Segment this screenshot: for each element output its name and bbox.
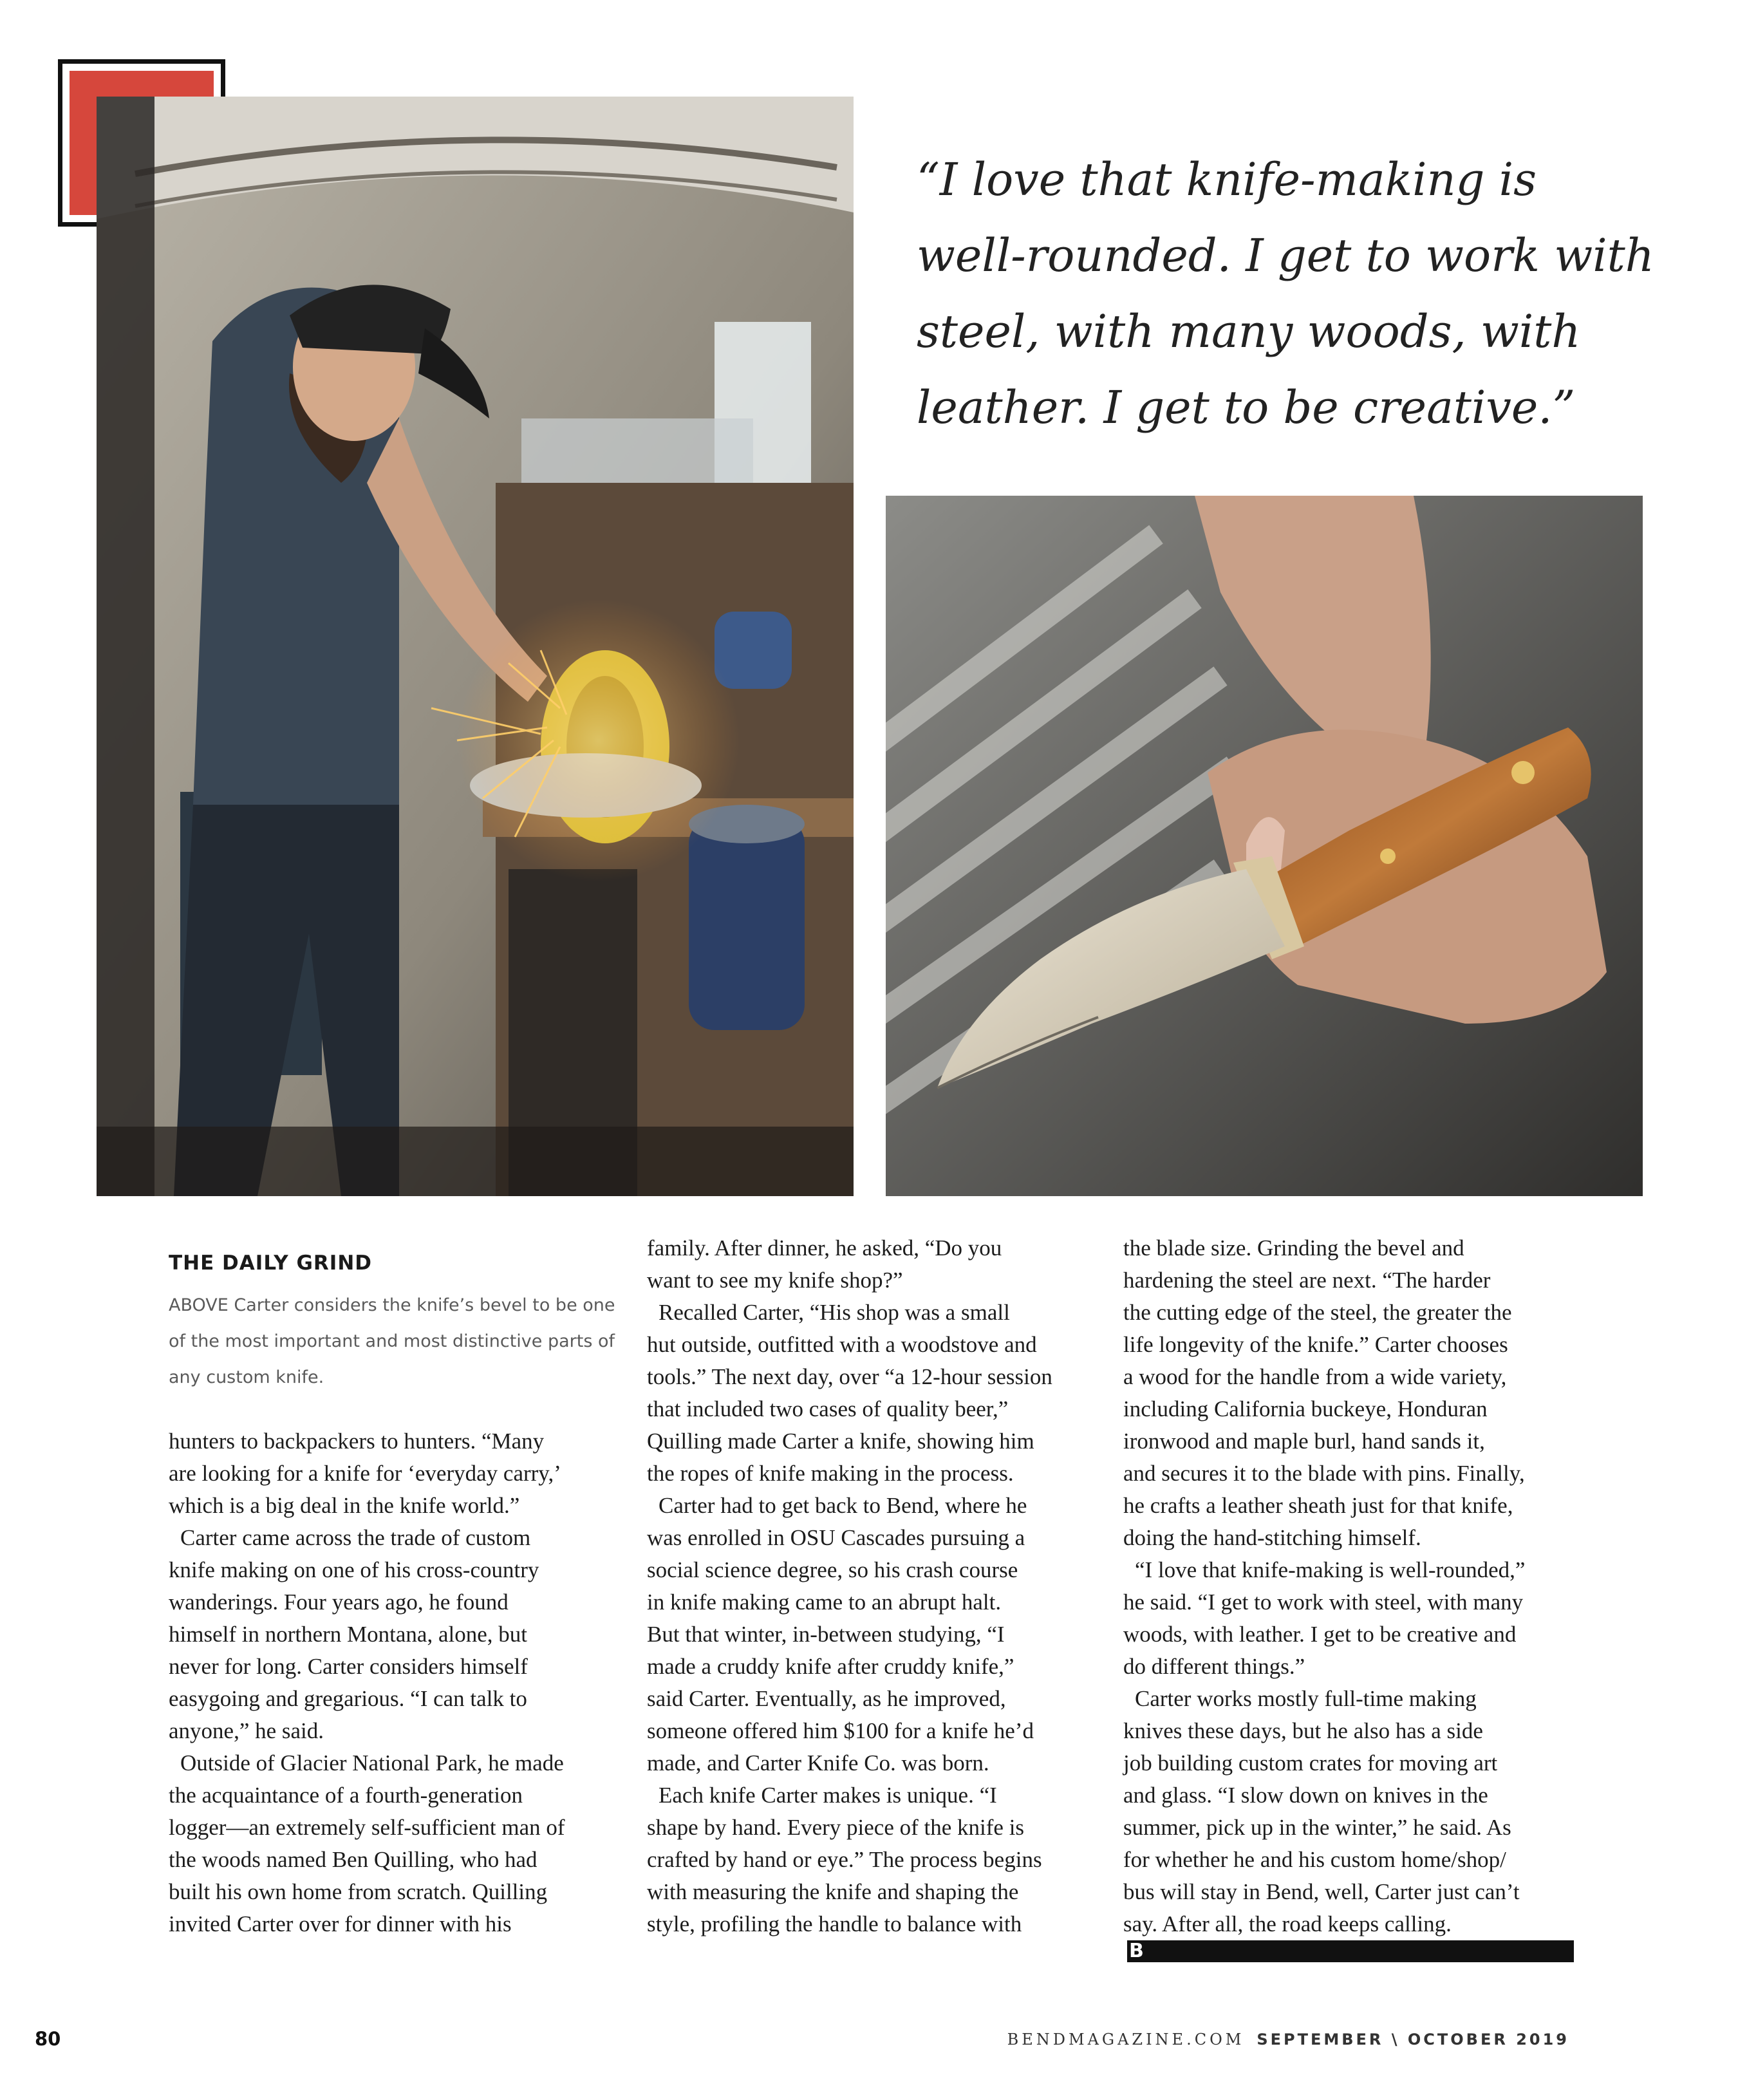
footer-issue-date: SEPTEMBER \ OCTOBER 2019 bbox=[1257, 2030, 1569, 2048]
body-line: Each knife Carter makes is unique. “I bbox=[659, 1783, 997, 1808]
article-column-1 bbox=[169, 1425, 619, 1940]
body-line: easygoing and gregarious. “I can talk to bbox=[169, 1686, 527, 1711]
caption-title: THE DAILY GRIND bbox=[169, 1252, 373, 1275]
body-line: the woods named Ben Quilling, who had bbox=[169, 1847, 537, 1872]
body-line: knife making on one of his cross-country bbox=[169, 1557, 539, 1582]
pull-quote-line: “I love that knife-making is bbox=[917, 153, 1537, 206]
body-line: and secures it to the blade with pins. Finally, bbox=[1123, 1461, 1525, 1486]
body-line: “I love that knife-making is well-rounded,” bbox=[1135, 1557, 1526, 1582]
page-number: 80 bbox=[35, 2028, 61, 2050]
body-line: shape by hand. Every piece of the knife is bbox=[647, 1815, 1025, 1840]
body-line: ironwood and maple burl, hand sands it, bbox=[1123, 1429, 1485, 1454]
body-line: a wood for the handle from a wide variety, bbox=[1123, 1364, 1507, 1389]
body-line: with measuring the knife and shaping the bbox=[647, 1879, 1019, 1904]
body-line: say. After all, the road keeps calling. bbox=[1123, 1911, 1452, 1936]
body-line: do different things.” bbox=[1123, 1654, 1305, 1679]
body-line: social science degree, so his crash course bbox=[647, 1557, 1018, 1582]
body-line: the ropes of knife making in the process. bbox=[647, 1461, 1014, 1486]
body-line: are looking for a knife for ‘everyday carry,’ bbox=[169, 1461, 561, 1486]
caption-line: of the most important and most distinctive parts of bbox=[169, 1331, 615, 1351]
end-mark-icon: B bbox=[1127, 1940, 1574, 1962]
body-line: hunters to backpackers to hunters. “Many bbox=[169, 1429, 545, 1454]
body-line: hut outside, outfitted with a woodstove and bbox=[647, 1332, 1037, 1357]
pull-quote bbox=[917, 142, 1663, 445]
body-line: himself in northern Montana, alone, but bbox=[169, 1622, 527, 1647]
body-line: someone offered him $100 for a knife he’d bbox=[647, 1718, 1034, 1743]
body-line: hardening the steel are next. “The harder bbox=[1123, 1268, 1491, 1293]
body-line: he crafts a leather sheath just for that knife, bbox=[1123, 1493, 1513, 1518]
body-line: But that winter, in-between studying, “I bbox=[647, 1622, 1005, 1647]
body-line: never for long. Carter considers himself bbox=[169, 1654, 528, 1679]
body-line: was enrolled in OSU Cascades pursuing a bbox=[647, 1525, 1025, 1550]
body-line: which is a big deal in the knife world.” bbox=[169, 1493, 520, 1518]
body-line: that included two cases of quality beer,” bbox=[647, 1396, 1009, 1421]
pull-quote-line: well-rounded. I get to work with bbox=[917, 229, 1654, 282]
body-line: tools.” The next day, over “a 12-hour session bbox=[647, 1364, 1052, 1389]
body-line: built his own home from scratch. Quilling bbox=[169, 1879, 548, 1904]
body-line: and glass. “I slow down on knives in the bbox=[1123, 1783, 1488, 1808]
article-column-3 bbox=[1123, 1232, 1574, 1962]
body-line: the blade size. Grinding the bevel and bbox=[1123, 1235, 1464, 1261]
caption-line: ABOVE Carter considers the knife’s bevel to be one bbox=[169, 1295, 615, 1315]
body-line: anyone,” he said. bbox=[169, 1718, 324, 1743]
body-line: Quilling made Carter a knife, showing him bbox=[647, 1429, 1034, 1454]
body-line: made a cruddy knife after cruddy knife,” bbox=[647, 1654, 1014, 1679]
body-line: including California buckeye, Honduran bbox=[1123, 1396, 1488, 1421]
pull-quote-line: leather. I get to be creative.” bbox=[917, 381, 1576, 434]
body-line: life longevity of the knife.” Carter chooses bbox=[1123, 1332, 1508, 1357]
knifemaker-grinding-photo bbox=[97, 97, 854, 1196]
body-line: the acquaintance of a fourth-generation bbox=[169, 1783, 523, 1808]
body-last-line bbox=[1123, 1908, 1574, 1962]
body-line: in knife making came to an abrupt halt. bbox=[647, 1589, 1002, 1615]
body-line: woods, with leather. I get to be creative and bbox=[1123, 1622, 1517, 1647]
body-line: said Carter. Eventually, as he improved, bbox=[647, 1686, 1006, 1711]
body-line: Recalled Carter, “His shop was a small bbox=[659, 1300, 1010, 1325]
workshop-illustration bbox=[97, 97, 854, 1196]
body-line: summer, pick up in the winter,” he said. As bbox=[1123, 1815, 1511, 1840]
caption-line: any custom knife. bbox=[169, 1367, 324, 1387]
body-line: wanderings. Four years ago, he found bbox=[169, 1589, 509, 1615]
body-line: invited Carter over for dinner with his bbox=[169, 1911, 512, 1936]
body-line: Carter came across the trade of custom bbox=[180, 1525, 531, 1550]
body-line: knives these days, but he also has a side bbox=[1123, 1718, 1483, 1743]
article-column-2 bbox=[647, 1232, 1098, 1940]
body-line: bus will stay in Bend, well, Carter just can’t bbox=[1123, 1879, 1520, 1904]
knife-in-hand-photo bbox=[886, 496, 1643, 1196]
footer-site: BENDMAGAZINE.COM bbox=[1007, 2030, 1245, 2048]
body-line: want to see my knife shop?” bbox=[647, 1268, 903, 1293]
body-line: made, and Carter Knife Co. was born. bbox=[647, 1750, 989, 1776]
body-line: for whether he and his custom home/shop/ bbox=[1123, 1847, 1506, 1872]
knife-illustration bbox=[886, 496, 1643, 1196]
body-line: job building custom crates for moving art bbox=[1123, 1750, 1498, 1776]
body-line: Carter works mostly full-time making bbox=[1135, 1686, 1477, 1711]
body-line: doing the hand-stitching himself. bbox=[1123, 1525, 1421, 1550]
body-line: he said. “I get to work with steel, with many bbox=[1123, 1589, 1524, 1615]
caption-body bbox=[169, 1288, 632, 1396]
pull-quote-line: steel, with many woods, with bbox=[917, 305, 1581, 358]
body-line: Carter had to get back to Bend, where he bbox=[659, 1493, 1027, 1518]
footer-folio bbox=[1007, 2030, 1569, 2049]
body-line: Outside of Glacier National Park, he made bbox=[180, 1750, 564, 1776]
body-line: style, profiling the handle to balance with bbox=[647, 1911, 1022, 1936]
body-line: the cutting edge of the steel, the greater the bbox=[1123, 1300, 1512, 1325]
body-line: family. After dinner, he asked, “Do you bbox=[647, 1235, 1002, 1261]
body-line: logger—an extremely self-sufficient man of bbox=[169, 1815, 565, 1840]
body-line: crafted by hand or eye.” The process begins bbox=[647, 1847, 1042, 1872]
